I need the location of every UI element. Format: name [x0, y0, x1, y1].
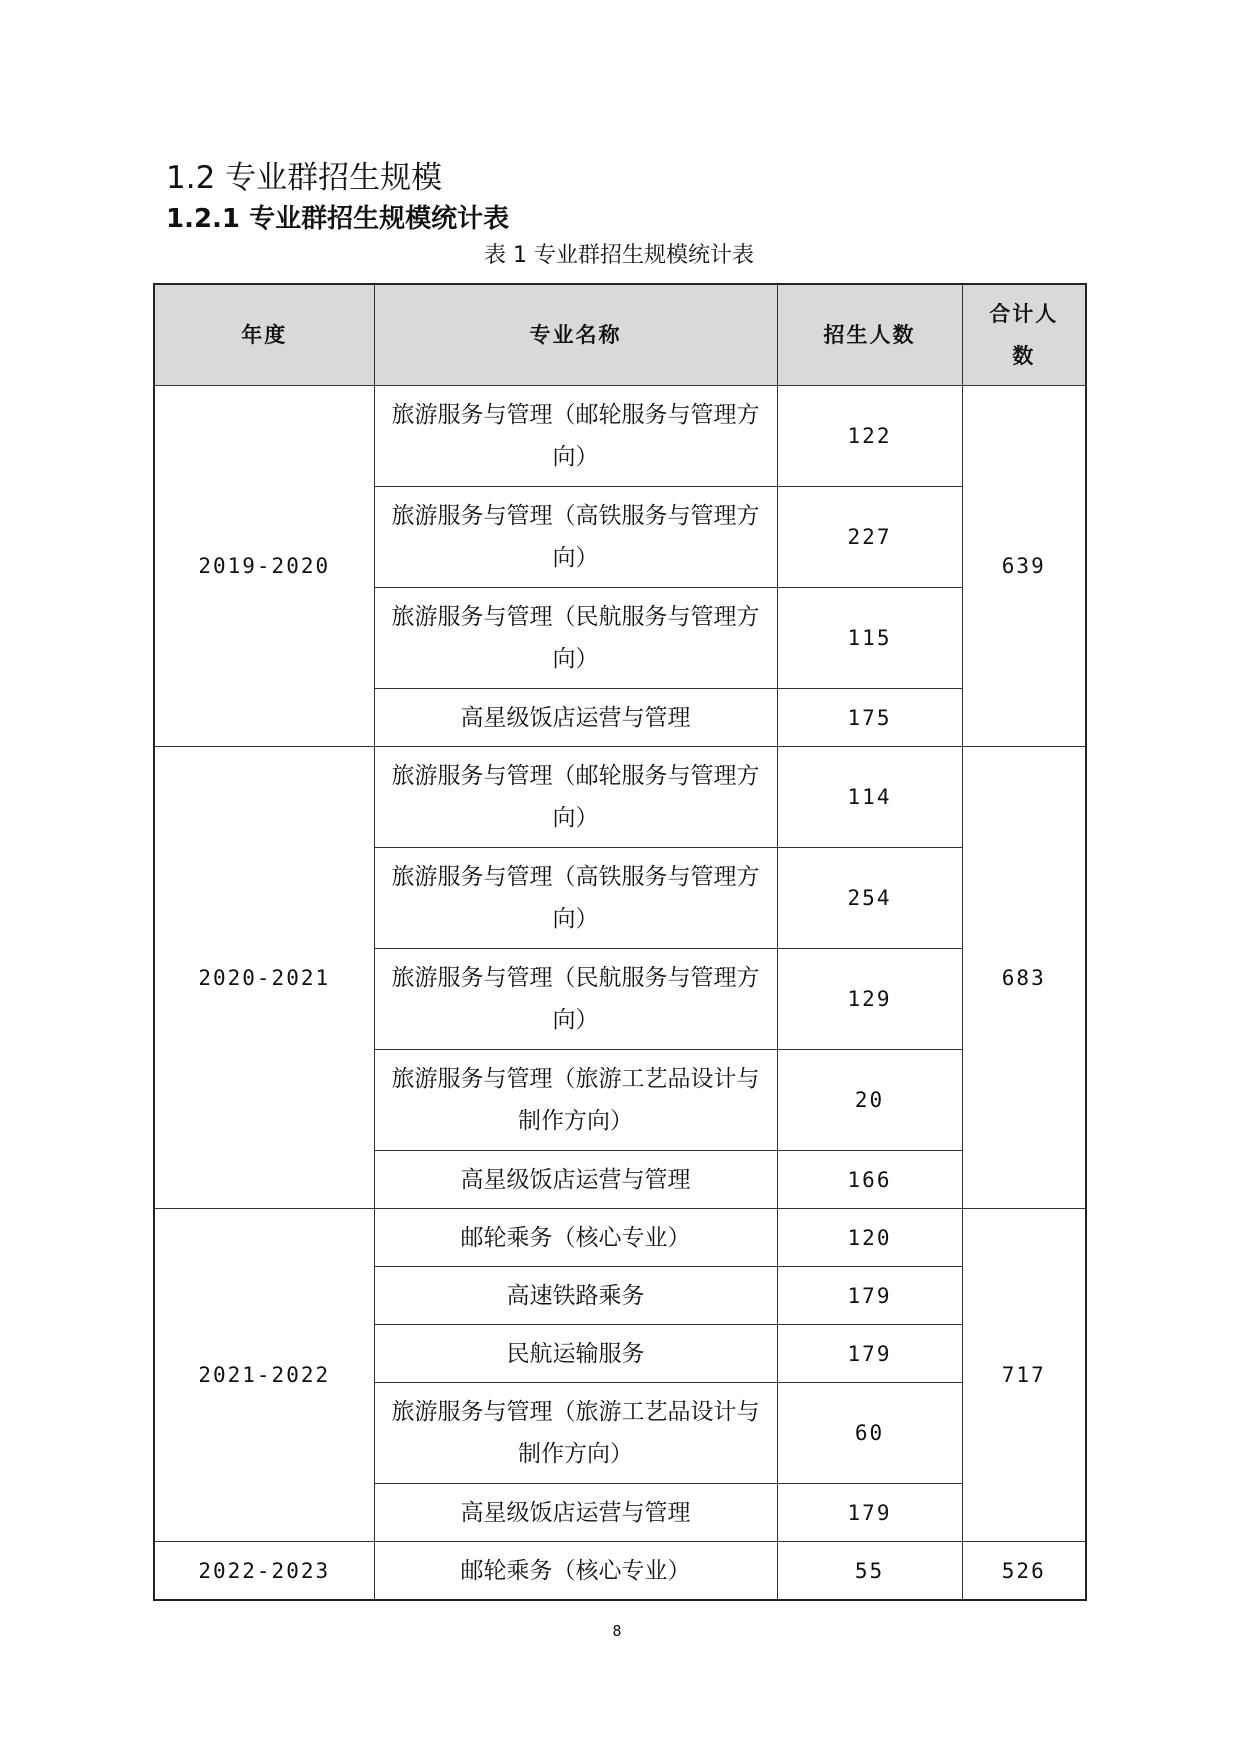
- enrollment-count-cell: 179: [777, 1484, 962, 1542]
- major-name-cell: 旅游服务与管理（民航服务与管理方向）: [374, 949, 777, 1050]
- enrollment-count-cell: 175: [777, 689, 962, 747]
- major-name-cell: 高星级饭店运营与管理: [374, 1151, 777, 1209]
- enrollment-count-cell: 114: [777, 747, 962, 848]
- major-name-cell: 旅游服务与管理（邮轮服务与管理方向）: [374, 386, 777, 487]
- section-heading: 1.2 专业群招生规模: [166, 160, 443, 196]
- table-row: [154, 1209, 1086, 1267]
- enrollment-table: [153, 283, 1087, 1601]
- major-name-cell: 高速铁路乘务: [374, 1267, 777, 1325]
- enrollment-count-cell: 120: [777, 1209, 962, 1267]
- major-name-cell: 旅游服务与管理（高铁服务与管理方向）: [374, 487, 777, 588]
- header-major-name: 专业名称: [374, 284, 777, 386]
- enrollment-count-cell: 129: [777, 949, 962, 1050]
- enrollment-count-cell: 55: [777, 1542, 962, 1601]
- subsection-heading: 1.2.1 专业群招生规模统计表: [166, 204, 510, 234]
- total-count-cell: 639: [962, 386, 1086, 747]
- table-caption: 表 1 专业群招生规模统计表: [484, 243, 754, 268]
- enrollment-count-cell: 166: [777, 1151, 962, 1209]
- enrollment-count-cell: 115: [777, 588, 962, 689]
- table-row: [154, 386, 1086, 487]
- enrollment-count-cell: 122: [777, 386, 962, 487]
- enrollment-count-cell: 179: [777, 1325, 962, 1383]
- page-number: 8: [612, 1622, 622, 1640]
- major-name-cell: 旅游服务与管理（旅游工艺品设计与制作方向）: [374, 1050, 777, 1151]
- total-count-cell: 526: [962, 1542, 1086, 1601]
- header-enrollment-count: 招生人数: [777, 284, 962, 386]
- enrollment-count-cell: 60: [777, 1383, 962, 1484]
- table-row: [154, 747, 1086, 848]
- enrollment-count-cell: 20: [777, 1050, 962, 1151]
- major-name-cell: 邮轮乘务（核心专业）: [374, 1542, 777, 1601]
- major-name-cell: 旅游服务与管理（高铁服务与管理方向）: [374, 848, 777, 949]
- year-cell: 2022-2023: [154, 1542, 374, 1601]
- major-name-cell: 邮轮乘务（核心专业）: [374, 1209, 777, 1267]
- table-row: [154, 1542, 1086, 1601]
- major-name-cell: 旅游服务与管理（旅游工艺品设计与制作方向）: [374, 1383, 777, 1484]
- header-year: 年度: [154, 284, 374, 386]
- year-cell: 2021-2022: [154, 1209, 374, 1542]
- major-name-cell: 高星级饭店运营与管理: [374, 689, 777, 747]
- enrollment-count-cell: 227: [777, 487, 962, 588]
- major-name-cell: 旅游服务与管理（邮轮服务与管理方向）: [374, 747, 777, 848]
- major-name-cell: 旅游服务与管理（民航服务与管理方向）: [374, 588, 777, 689]
- major-name-cell: 民航运输服务: [374, 1325, 777, 1383]
- header-total-count: 合计人数: [962, 284, 1086, 386]
- major-name-cell: 高星级饭店运营与管理: [374, 1484, 777, 1542]
- total-count-cell: 683: [962, 747, 1086, 1209]
- year-cell: 2019-2020: [154, 386, 374, 747]
- enrollment-count-cell: 254: [777, 848, 962, 949]
- year-cell: 2020-2021: [154, 747, 374, 1209]
- enrollment-count-cell: 179: [777, 1267, 962, 1325]
- total-count-cell: 717: [962, 1209, 1086, 1542]
